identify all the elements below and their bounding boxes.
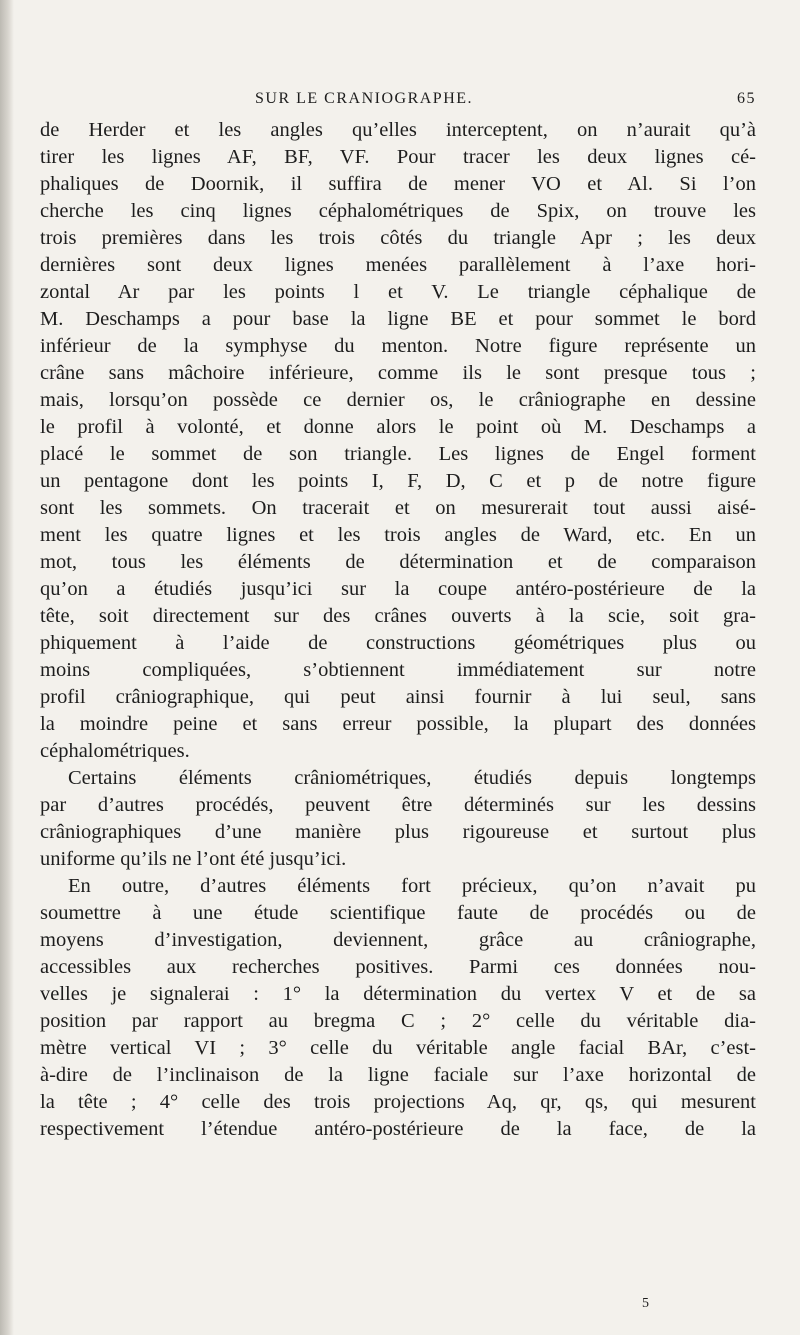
- paragraph-end-line: uniforme qu’ils ne l’ont été jusqu’ici.: [40, 848, 347, 870]
- text-line: par d’autres procédés, peuvent être déterminés sur les dessins: [40, 794, 756, 816]
- text-line: crâne sans mâchoire inférieure, comme ils le sont presque tous ;: [40, 362, 756, 384]
- text-line: cherche les cinq lignes céphalométriques de Spix, on trouve les: [40, 200, 756, 222]
- text-line: moins compliquées, s’obtiennent immédiatement sur notre: [40, 659, 756, 681]
- page-number: 65: [737, 90, 756, 107]
- text-line: inférieur de la symphyse du menton. Notre figure représente un: [40, 335, 756, 357]
- text-line: moyens d’investigation, deviennent, grâce au crâniographe,: [40, 929, 756, 951]
- page-edge-shadow: [0, 0, 14, 1335]
- running-head-title: SUR LE CRANIOGRAPHE.: [255, 90, 474, 107]
- text-line: la moindre peine et sans erreur possible, la plupart des données: [40, 713, 756, 735]
- text-line: trois premières dans les trois côtés du triangle Apr ; les deux: [40, 227, 756, 249]
- running-head: [40, 90, 756, 112]
- text-line: le profil à volonté, et donne alors le point où M. Deschamps a: [40, 416, 756, 438]
- text-line: de Herder et les angles qu’elles interceptent, on n’aurait qu’à: [40, 119, 756, 141]
- book-page: [40, 0, 780, 1335]
- text-line: crâniographiques d’une manière plus rigoureuse et surtout plus: [40, 821, 756, 843]
- paragraph-first-line: En outre, d’autres éléments fort précieux, qu’on n’avait pu: [68, 875, 756, 897]
- text-line: phiquement à l’aide de constructions géométriques plus ou: [40, 632, 756, 654]
- text-line: dernières sont deux lignes menées parallèlement à l’axe hori-: [40, 254, 756, 276]
- text-line: M. Deschamps a pour base la ligne BE et pour sommet le bord: [40, 308, 756, 330]
- text-line: qu’on a étudiés jusqu’ici sur la coupe antéro-postérieure de la: [40, 578, 756, 600]
- text-line: un pentagone dont les points I, F, D, C et p de notre figure: [40, 470, 756, 492]
- text-line: ment les quatre lignes et les trois angles de Ward, etc. En un: [40, 524, 756, 546]
- text-line: placé le sommet de son triangle. Les lignes de Engel forment: [40, 443, 756, 465]
- paragraph-first-line: Certains éléments crâniométriques, étudiés depuis longtemps: [68, 767, 756, 789]
- text-line: sont les sommets. On tracerait et on mesurerait tout aussi aisé-: [40, 497, 756, 519]
- text-line: mais, lorsqu’on possède ce dernier os, le crâniographe en dessine: [40, 389, 756, 411]
- text-line: respectivement l’étendue antéro-postérieure de la face, de la: [40, 1118, 756, 1140]
- text-line: position par rapport au bregma C ; 2° celle du véritable dia-: [40, 1010, 756, 1032]
- text-line: à-dire de l’inclinaison de la ligne faciale sur l’axe horizontal de: [40, 1064, 756, 1086]
- text-line: mot, tous les éléments de détermination et de comparaison: [40, 551, 756, 573]
- text-line: profil crâniographique, qui peut ainsi fournir à lui seul, sans: [40, 686, 756, 708]
- paragraph-end-line: céphalométriques.: [40, 740, 190, 762]
- text-line: soumettre à une étude scientifique faute de procédés ou de: [40, 902, 756, 924]
- text-line: tête, soit directement sur des crânes ouverts à la scie, soit gra-: [40, 605, 756, 627]
- text-line: tirer les lignes AF, BF, VF. Pour tracer les deux lignes cé-: [40, 146, 756, 168]
- signature-mark: 5: [642, 1296, 649, 1311]
- text-line: zontal Ar par les points l et V. Le triangle céphalique de: [40, 281, 756, 303]
- text-line: velles je signalerai : 1° la détermination du vertex V et de sa: [40, 983, 756, 1005]
- text-line: accessibles aux recherches positives. Parmi ces données nou-: [40, 956, 756, 978]
- text-line: mètre vertical VI ; 3° celle du véritable angle facial BAr, c’est-: [40, 1037, 756, 1059]
- text-line: phaliques de Doornik, il suffira de mener VO et Al. Si l’on: [40, 173, 756, 195]
- body-text: [40, 117, 756, 1143]
- text-line: la tête ; 4° celle des trois projections Aq, qr, qs, qui mesurent: [40, 1091, 756, 1113]
